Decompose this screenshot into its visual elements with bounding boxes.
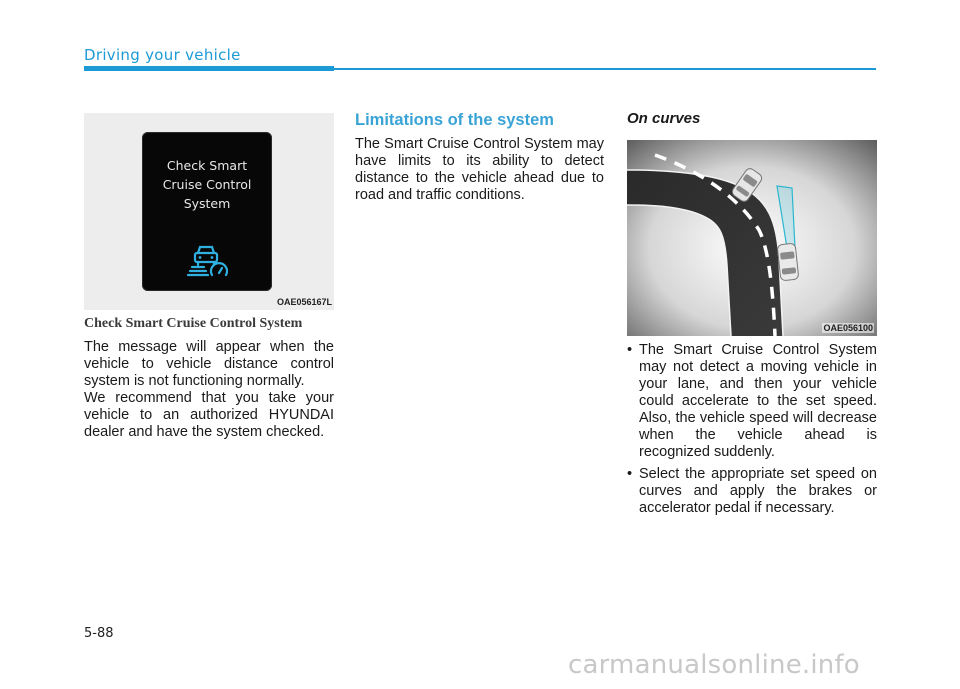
section-title: Driving your vehicle: [84, 46, 241, 64]
cluster-screen: [142, 132, 272, 291]
figure-code: OAE056167L: [276, 297, 332, 307]
page-number: 5-88: [84, 626, 114, 641]
subheading: Check Smart Cruise Control System: [84, 316, 303, 331]
cluster-message-line: Cruise Control: [162, 177, 252, 192]
figure-code: OAE056100: [823, 323, 873, 333]
bullet-item: • Select the appropriate set speed on curves and apply the brakes or accelerator pedal if necessary.: [627, 466, 877, 517]
paragraph: We recommend that you take your vehicle to an authorized HYUNDAI dealer and have the system checked.: [84, 390, 334, 440]
bullet-list: [627, 342, 877, 522]
smart-cruise-control-warning-icon: [186, 242, 228, 280]
header-rule-thin: [334, 68, 876, 70]
header-rule-thick: [84, 66, 334, 71]
watermark: carmanualsonline.info: [568, 650, 860, 680]
cluster-message-line: System: [183, 196, 231, 211]
curve-road-figure: [627, 140, 877, 336]
paragraph: The message will appear when the vehicle to vehicle distance control system is not functioning normally.: [84, 339, 334, 389]
subsection-heading: On curves: [627, 110, 701, 127]
paragraph: The Smart Cruise Control System may have limits to its ability to detect distance to the vehicle ahead due to road and traffic conditions.: [355, 136, 604, 203]
cluster-message-line: Check Smart: [166, 158, 248, 173]
section-heading: Limitations of the system: [355, 111, 554, 129]
bullet-item: • The Smart Cruise Control System may not detect a moving vehicle in your lane, and then your vehicle could accelerate to the set speed. Also, the vehicle speed will decrease when the vehicle ahead is recognized suddenly.: [627, 342, 877, 461]
cluster-figure: [84, 113, 334, 310]
